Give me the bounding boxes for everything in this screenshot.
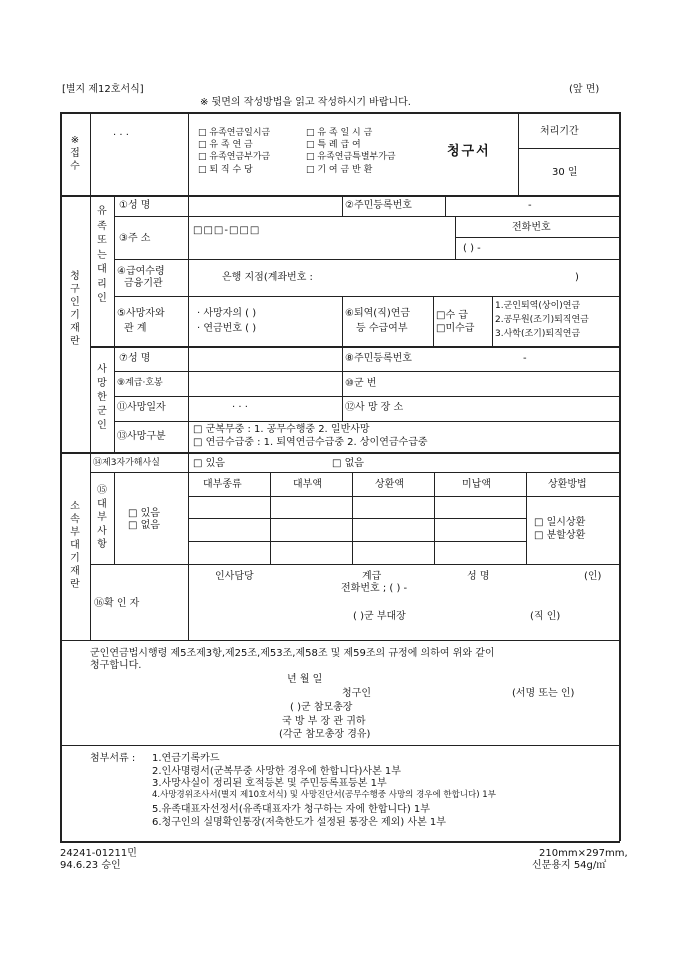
claimant-col-f: [445, 195, 446, 216]
confirm-seal: (인): [584, 571, 602, 582]
receive-no: □미수급: [436, 323, 475, 334]
footer-code: 24241-01211민: [60, 848, 137, 859]
claimant-col-e: [342, 296, 343, 346]
frame-right: [619, 112, 621, 841]
page-side: (앞 면): [569, 84, 600, 95]
top-col-1: [90, 112, 91, 195]
deceased-pension-no-1: · 사망자의 ( ): [197, 308, 257, 319]
deceased-pension-no-2: · 연금번호 ( ): [197, 323, 257, 334]
address-label: ③주 소: [119, 233, 151, 244]
receipt-label: ※접수: [70, 135, 80, 172]
option-retirement-allowance: □ 퇴 직 수 당: [198, 165, 253, 175]
option-bereaved-addition: □ 유족연금부가금: [198, 152, 271, 162]
attachment-2: 2.인사명령서(군복무중 사망한 경우에 한합니다)사본 1부: [152, 766, 401, 777]
address-postcode: □□□-□□□: [193, 225, 261, 236]
loan-row-2: [188, 518, 526, 519]
claimant-col-e2: [342, 346, 343, 421]
rrn-value: -: [528, 200, 532, 211]
divider-declaration: [60, 745, 620, 746]
option-contribution-refund: □ 기 여 금 반 환: [306, 165, 373, 175]
rrn-label: ②주민등록번호: [345, 200, 412, 211]
death-type-line-1: □ 군복무중 : 1. 공무수행중 2. 일반사망: [193, 424, 370, 435]
claimant-col-a: [90, 195, 91, 640]
attachment-5: 5.유족대표자선정서(유족대표자가 청구하는 자에 한합니다) 1부: [152, 804, 430, 815]
row-line-6: [114, 396, 619, 397]
loan-row-3: [188, 541, 526, 542]
liability-row-2: [90, 564, 619, 565]
confirm-rank: 계급: [362, 571, 382, 582]
col-repay-method: 상환방법: [548, 479, 587, 490]
declaration-route: (각군 참모총장 경유): [279, 729, 371, 740]
death-place-label: ⑫사 망 장 소: [345, 402, 404, 413]
attachment-6: 6.청구인의 실명확인통장(저축한도가 설정된 통장은 제외) 사본 1부: [152, 817, 446, 828]
bereaved-agent-label: 유족또는대리인: [97, 206, 107, 304]
row-line-7: [114, 421, 619, 422]
claimant-col-h: [433, 296, 434, 346]
service-number-label: ⑩군 번: [345, 378, 377, 389]
form-number: [별지 제12호서식]: [62, 84, 144, 95]
confirm-officer: 인사담당: [215, 571, 254, 582]
confirm-name: 성 명: [467, 571, 490, 582]
loan-label: ⑮대부사항: [97, 485, 107, 550]
deceased-rrn-label: ⑧주민등록번호: [345, 353, 412, 364]
bank-label-1: ④급여수령: [117, 266, 165, 277]
confirm-phone: 전화번호 ; ( ) -: [341, 583, 408, 594]
footer-approval: 94.6.23 승인: [60, 860, 121, 871]
row-line-5: [114, 371, 619, 372]
declaration-line-1: 군인연금법시행령 제5조제3항,제25조,제53조,제58조 및 제59조의 규정에 의하여 위와 같이: [90, 648, 495, 659]
footer-paper-type: 신문용지 54g/㎡: [532, 860, 607, 871]
third-party-no: □ 없음: [332, 458, 364, 469]
repay-lump: □ 일시상환: [534, 517, 586, 528]
claimant-col-c: [188, 195, 189, 452]
option-bereaved-pension: □ 유 족 연 금: [198, 140, 253, 150]
divider-claimant-section: [60, 452, 620, 454]
row-line-4: [90, 346, 619, 348]
claimant-col-i: [492, 296, 493, 346]
pension-type-2: 2.공무원(조기)퇴직연금: [495, 315, 589, 325]
attachment-1: 1.연금기록카드: [152, 753, 220, 764]
claimant-section-label: 청구인기재란: [70, 271, 80, 347]
col-unpaid-amount: 미납액: [462, 479, 491, 490]
col-repaid-amount: 상환액: [375, 479, 404, 490]
divider-liability-section: [60, 640, 620, 641]
retired-label-2: 등 수급여부: [356, 323, 408, 334]
row-line-3: [114, 296, 619, 297]
declaration-recipient: 국 방 부 장 관 귀하: [282, 716, 366, 727]
top-col-2: [188, 112, 189, 195]
top-col-3: [518, 112, 519, 195]
pension-type-1: 1.군인퇴역(상이)연금: [495, 301, 581, 311]
rank-label: ⑨계급·호봉: [117, 378, 163, 388]
frame-top: [60, 112, 620, 114]
attachment-4: 4.사망경위조사서(별지 제10호서식) 및 사망진단서(공무수행중 사망의 경우에 한합니다) 1부: [152, 790, 496, 800]
divider-top-section: [60, 195, 620, 197]
receipt-date: · · ·: [113, 130, 129, 141]
declaration-claimant: 청구인: [342, 688, 371, 699]
declaration-date: 년 월 일: [287, 674, 323, 685]
loan-row-1: [188, 496, 619, 497]
declaration-chief: ( )군 참모총장: [290, 702, 353, 713]
pension-type-3: 3.사학(조기)퇴직연금: [495, 329, 581, 339]
confirm-official-seal: (직 인): [530, 611, 561, 622]
attachment-3: 3.사망사실이 정리된 호적등본 및 주민등록표등본 1부: [152, 778, 387, 789]
processing-label: 처리기간: [540, 126, 579, 137]
deceased-rrn-value: -: [523, 353, 527, 364]
loan-no: □ 없음: [128, 520, 160, 531]
attachments-label: 첨부서류 :: [90, 753, 136, 764]
death-date-label: ⑪사망일자: [117, 402, 166, 413]
third-party-label: ⑭제3자가해사실: [93, 458, 160, 468]
liability-col-c: [188, 452, 189, 472]
top-processing-divider: [518, 148, 619, 149]
bank-account-value: 은행 지점(계좌번호 :: [222, 272, 313, 283]
death-type-label: ⑬사망구분: [117, 431, 166, 442]
processing-value: 30 일: [552, 167, 578, 178]
liability-col-b: [114, 472, 115, 564]
retired-label-1: ⑥퇴역(직)연금: [345, 308, 411, 319]
deceased-name-label: ⑦성 명: [119, 353, 151, 364]
phone-label: 전화번호: [512, 222, 551, 233]
option-special-benefit: □ 특 례 급 여: [306, 140, 361, 150]
option-special-addition: □ 유족연금특별부가금: [306, 152, 396, 162]
repay-installment: □ 분할상환: [534, 530, 586, 541]
footer-paper-size: 210mm×297mm,: [539, 848, 628, 859]
name-label: ①성 명: [119, 200, 151, 211]
col-loan-type: 대부종류: [203, 479, 242, 490]
confirm-col: [188, 564, 189, 640]
death-date-value: · · ·: [232, 402, 248, 413]
phone-value: ( ) -: [463, 243, 481, 254]
row-line-2a: [455, 237, 619, 238]
deceased-section-label: 사망한군인: [97, 364, 107, 431]
third-party-yes: □ 있음: [193, 458, 225, 469]
relation-label-2: 관 계: [124, 323, 147, 334]
receive-yes: □수 급: [436, 310, 468, 321]
liability-row-1: [90, 472, 619, 473]
frame-left: [60, 112, 62, 841]
loan-yes: □ 있음: [128, 508, 160, 519]
claimant-col-d: [342, 195, 343, 216]
option-bereaved-lumpsum: □ 유 족 일 시 금: [306, 128, 373, 138]
declaration-line-2: 청구합니다.: [90, 660, 142, 671]
death-type-line-2: □ 연금수급중 : 1. 퇴역연금수급중 2. 상이연금수급중: [193, 437, 428, 448]
row-line-2: [114, 259, 619, 260]
loan-col-5: [526, 472, 527, 564]
relation-label-1: ⑤사망자와: [117, 308, 165, 319]
option-bereaved-lump: □ 유족연금일시금: [198, 128, 271, 138]
declaration-signature: (서명 또는 인): [512, 688, 575, 699]
liability-section-label: 소속부대기재란: [70, 501, 80, 590]
confirm-label: ⑯확 인 자: [94, 598, 140, 609]
confirm-unit: ( )군 부대장: [353, 611, 406, 622]
row-line-1: [114, 216, 619, 217]
instruction-text: ※ 뒷면의 작성방법을 읽고 작성하시기 바랍니다.: [200, 97, 411, 108]
form-title: 청구서: [447, 144, 491, 159]
col-loan-amount: 대부액: [293, 479, 322, 490]
bank-label-2: 금융기관: [124, 278, 163, 289]
claimant-col-b: [114, 195, 115, 452]
frame-bottom: [60, 841, 620, 843]
bank-account-close: ): [575, 272, 579, 283]
